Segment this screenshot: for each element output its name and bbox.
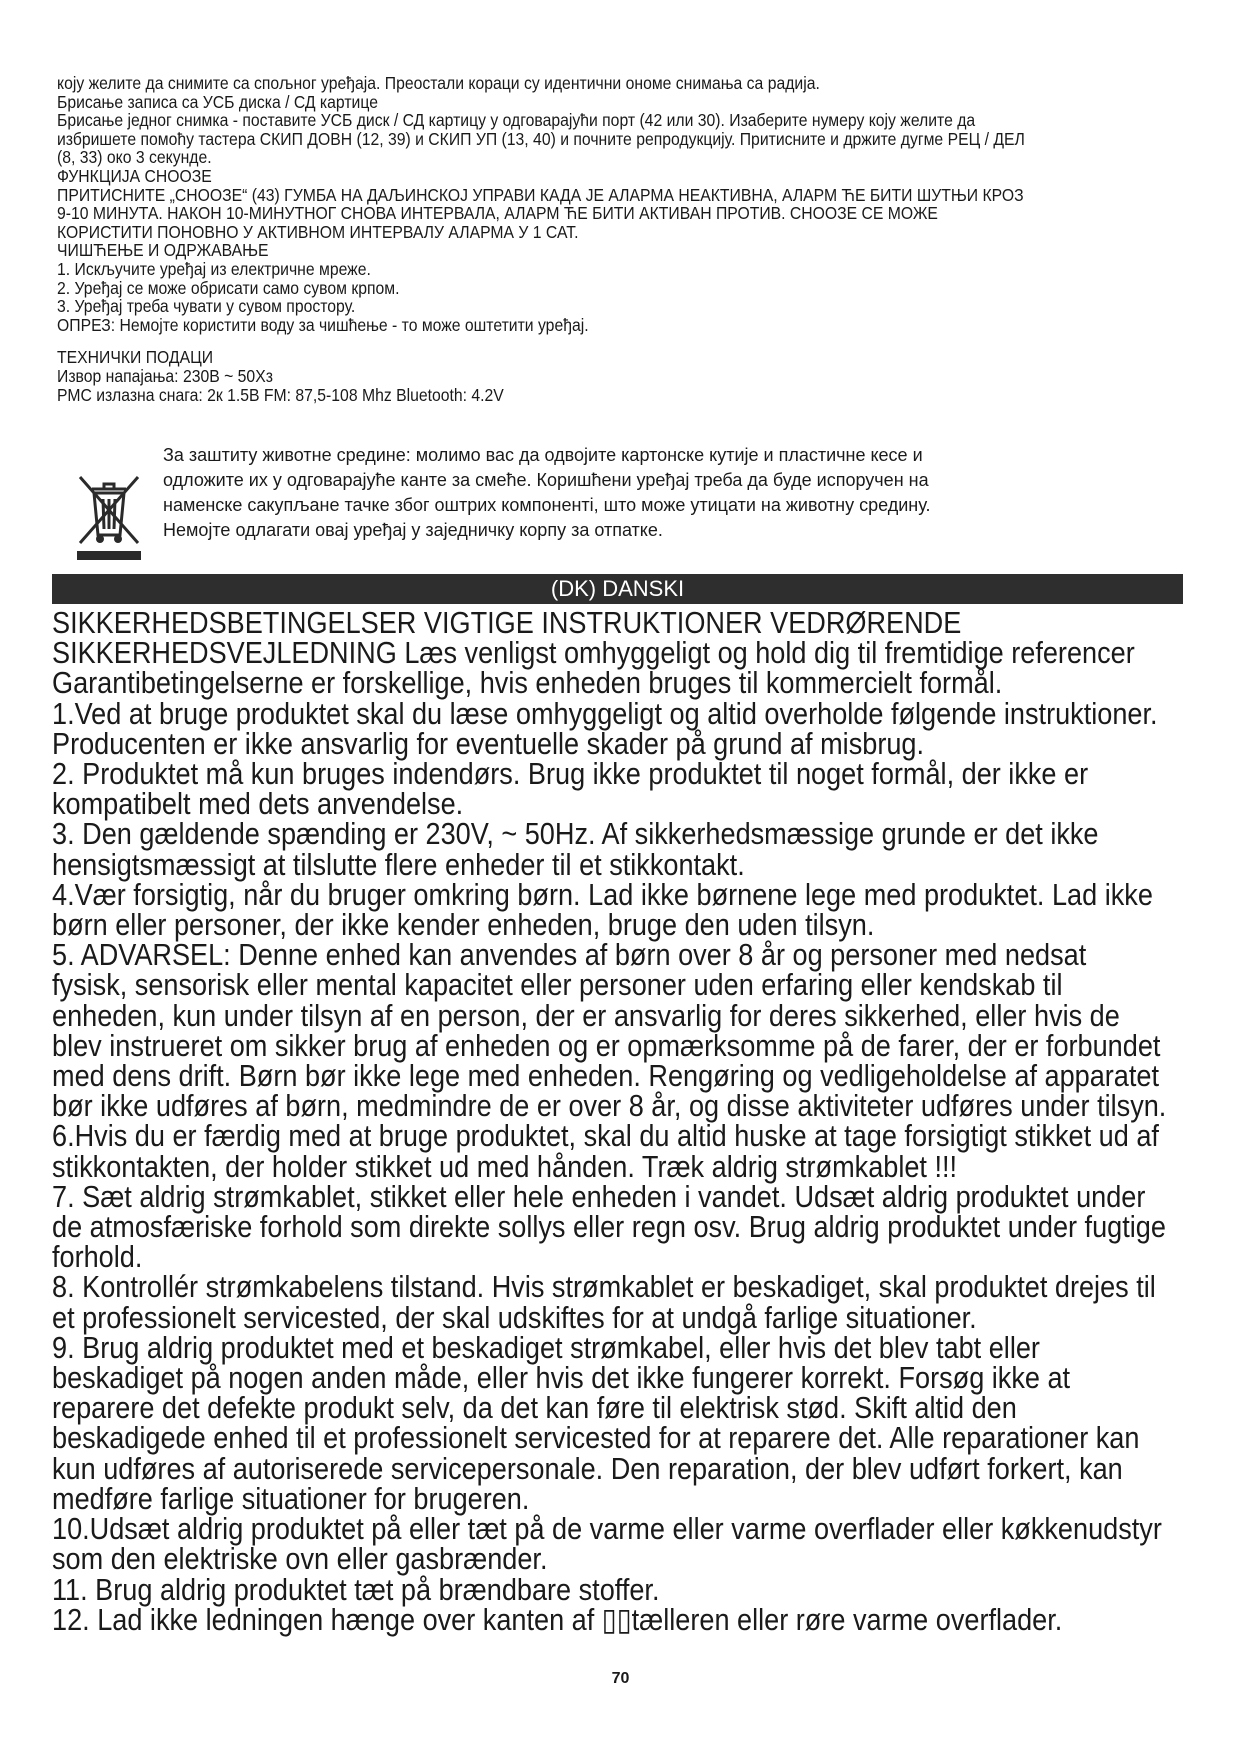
text-line: Брисање записа са УСБ диска / СД картице <box>57 91 378 112</box>
text-line: наменске сакупљане тачке због оштрих компонентi, што може утицати на животну средину. <box>163 495 931 515</box>
spacer <box>57 334 1074 348</box>
text-line: 4.Vær forsigtig, når du bruger omkring børn. Lad ikke børnene lege med produktet. Lad ikke <box>52 876 1153 912</box>
environment-notice <box>57 443 1187 563</box>
text-line: stikkontakten, der holder stikket ud med hånden. Træk aldrig strømkablet !!! <box>52 1148 958 1184</box>
environment-notice-text <box>163 443 930 543</box>
text-line: kompatibelt med dets anvendelse. <box>52 786 464 822</box>
text-line: 1.Ved at bruge produktet skal du læse omhyggeligt og altid overholde følgende instruktioner. <box>52 695 1158 731</box>
text-line: 5. ADVARSEL: Denne enhed kan anvendes af børn over 8 år og personer med nedsat <box>52 937 1087 973</box>
text-line: Брисање једног снимка - поставите УСБ диск / СД картицу у одговарајући порт (42 или 30). Изаберите нумеру коју желите да <box>57 110 976 131</box>
text-line: beskadigede enhed til et professionelt servicested for at reparere det. Alle reparationer kan <box>52 1420 1140 1456</box>
text-line: ОПРЕЗ: Немојте користити воду за чишћење - то може оштетити уређај. <box>57 314 589 335</box>
text-line: 12. Lad ikke ledningen hænge over kanten af ▯▯tælleren eller røre varme overflader. <box>52 1601 1063 1637</box>
text-line: 11. Brug aldrig produktet tæt på brændbare stoffer. <box>52 1571 660 1607</box>
text-line: 1. Искључите уређај из електричне мреже. <box>57 258 371 279</box>
text-line: За заштиту животне средине: молимо вас да одвојите картонске кутије и пластичне кесе и <box>163 445 923 465</box>
text-line: коју желите да снимите са спољног уређаја. Преостали кораци су идентични ономе снимања са радија. <box>57 73 820 93</box>
text-line: SIKKERHEDSVEJLEDNING Læs venligst omhyggeligt og hold dig til fremtidige referencer <box>52 635 1135 671</box>
language-banner: (DK) DANSKI <box>52 574 1183 604</box>
text-line: et professionelt servicested, der skal udskiftes for at undgå farlige situationer. <box>52 1299 977 1335</box>
text-line: fysisk, sensorisk eller mental kapacitet eller personer uden erfaring eller kendskab til <box>52 967 1063 1003</box>
text-line: 10.Udsæt aldrig produktet på eller tæt på de varme eller varme overflader eller køkkenudstyr <box>52 1511 1162 1547</box>
section-heading: ФУНКЦИЈА СНООЗЕ <box>57 165 212 186</box>
text-line: bør ikke udføres af børn, medmindre de er over 8 år, og disse aktiviteter udføres under tilsyn. <box>52 1088 1167 1124</box>
text-line: enheden, kun under tilsyn af en person, der er ansvarlig for deres sikkerhed, eller hvis de <box>52 997 1120 1033</box>
text-line: 9-10 МИНУТА. НАКОН 10-МИНУТНОГ СНОВА ИНТЕРВАЛА, АЛАРМ ЋЕ БИТИ АКТИВАН ПРОТИВ. СНООЗЕ СЕ МОЖЕ <box>57 203 938 224</box>
text-line: 9. Brug aldrig produktet med et beskadiget strømkabel, eller hvis det blev tabt eller <box>52 1329 1040 1365</box>
text-line: Немојте одлагати овај уређај у заједничку корпу за отпатке. <box>163 520 663 540</box>
text-line: Garantibetingelserne er forskellige, hvis enheden bruges til kommercielt formål. <box>52 665 1003 701</box>
page-number: 70 <box>611 1670 630 1687</box>
text-line: beskadiget på nogen anden måde, eller hvis det ikke fungerer korrekt. Forsøg ikke at <box>52 1360 1071 1396</box>
text-line: (8, 33) око 3 секунде. <box>57 147 212 168</box>
text-line: 8. Kontrollér strømkabelens tilstand. Hvis strømkablet er beskadiget, skal produktet drejes til <box>52 1269 1156 1305</box>
text-line: Извор напајања: 230В ~ 50Хз <box>57 365 273 386</box>
text-line: medføre farlige situationer for brugeren. <box>52 1480 530 1516</box>
text-line: 2. Produktet må kun bruges indendørs. Brug ikke produktet til noget formål, der ikke er <box>52 756 1089 792</box>
crossed-out-wheelie-bin-icon <box>74 471 144 563</box>
text-line: РМС излазна снага: 2к 1.5В FM: 87,5-108 Mhz Bluetooth: 4.2V <box>57 384 504 405</box>
text-line: som den elektriske ovn eller gasbrænder. <box>52 1541 548 1577</box>
text-line: blev instrueret om sikker brug af enheden og er opmærksomme på de farer, der er forbundet <box>52 1027 1161 1063</box>
text-line: избришете помоћу тастера СКИП ДОВН (12, 39) и СКИП УП (13, 40) и почните репродукцију. Притисните и држите дугме РЕЦ / ДЕЛ <box>57 128 1025 149</box>
serbian-section <box>57 74 1074 404</box>
text-line: med dens drift. Børn bør ikke lege med enheden. Rengøring og vedligeholdelse af apparatet <box>52 1058 1160 1094</box>
text-line: hensigtsmæssigt at tilslutte flere enheder til et stikkontakt. <box>52 846 745 882</box>
text-line: 6.Hvis du er færdig med at bruge produktet, skal du altid huske at tage forsigtigt stikket ud af <box>52 1118 1159 1154</box>
text-line: КОРИСТИТИ ПОНОВНО У АКТИВНОМ ИНТЕРВАЛУ АЛАРМА У 1 САТ. <box>57 221 579 242</box>
text-line: Producenten er ikke ansvarlig for eventuelle skader på grund af misbrug. <box>52 725 925 761</box>
tech-data-heading: ТЕХНИЧКИ ПОДАЦИ <box>57 347 214 368</box>
text-line: 7. Sæt aldrig strømkablet, stikket eller hele enheden i vandet. Udsæt aldrig produktet under <box>52 1178 1146 1214</box>
text-line: одложите их у одговарајуће канте за смеће. Коришћени уређај треба да буде испоручен на <box>163 470 929 490</box>
section-heading: SIKKERHEDSBETINGELSER VIGTIGE INSTRUKTIONER VEDRØRENDE <box>52 605 962 640</box>
text-line: reparere det defekte produkt selv, da det kan føre til elektrisk stød. Skift altid den <box>52 1390 1017 1426</box>
danish-section <box>52 605 1167 1637</box>
text-line: 2. Уређај се може обрисати само сувом крпом. <box>57 277 400 298</box>
text-line: 3. Уређај треба чувати у сувом простору. <box>57 296 356 317</box>
text-line: ПРИТИСНИТЕ „СНООЗЕ“ (43) ГУМБА НА ДАЉИНСКОЈ УПРАВИ КАДА ЈЕ АЛАРМА НЕАКТИВНА, АЛАРМ ЋЕ БИТИ ШУТЊИ КРОЗ <box>57 184 1024 205</box>
section-heading: ЧИШЋЕЊЕ И ОДРЖАВАЊЕ <box>57 240 269 261</box>
text-line: børn eller personer, der ikke kender enheden, bruge den uden tilsyn. <box>52 907 875 943</box>
text-line: de atmosfæriske forhold som direkte sollys eller regn osv. Brug aldrig produktet under fugtige <box>52 1209 1166 1245</box>
text-line: 3. Den gældende spænding er 230V, ~ 50Hz. Af sikkerhedsmæssige grunde er det ikke <box>52 816 1099 852</box>
text-line: forhold. <box>52 1239 143 1275</box>
text-line: kun udføres af autoriserede servicepersonale. Den reparation, der blev udført forkert, kan <box>52 1450 1123 1486</box>
